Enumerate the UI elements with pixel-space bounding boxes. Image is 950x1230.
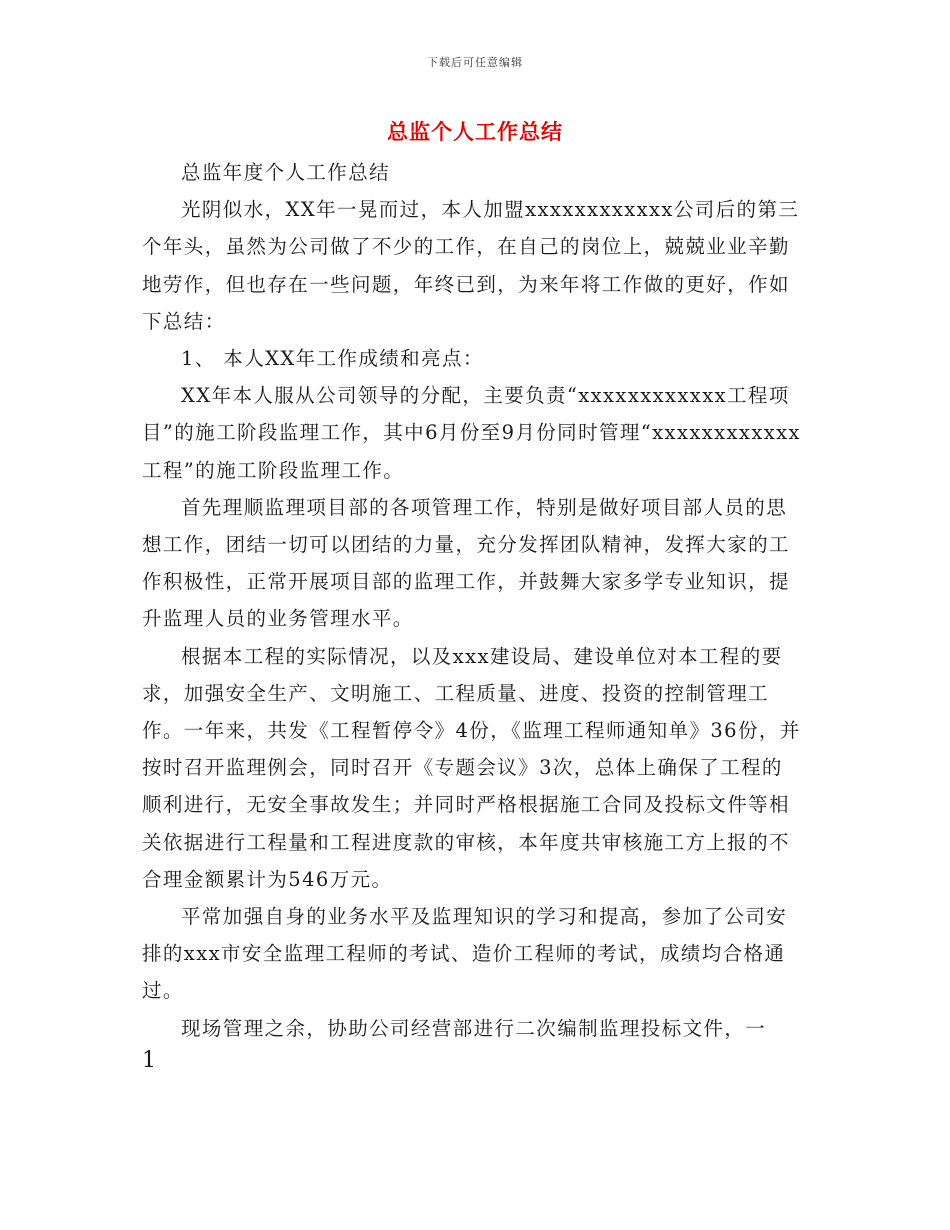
header-note: 下载后可任意编辑 (427, 56, 523, 69)
paragraph-intro: 光阴似水，XX年一晃而过，本人加盟xxxxxxxxxxxx公司后的第三个年头，虽然为公司做了不少的工作，在自己的岗位上，兢兢业业辛勤地劳作，但也存在一些问题，年终已到，为来年将工作做的更好，作如下总结： (142, 198, 800, 333)
paragraph-team-management: 首先理顺监理项目部的各项管理工作，特别是做好项目部人员的思想工作，团结一切可以团结的力量，充分发挥团队精神，发挥大家的工作积极性，正常开展项目部的监理工作，并鼓舞大家多学专业知识，提升监理人员的业务管理水平。 (142, 495, 790, 631)
paragraph-control-management: 根据本工程的实际情况，以及xxx建设局、建设单位对本工程的要求，加强安全生产、文明施工、工程质量、进度、投资的控制管理工作。一年来，共发《工程暂停令》4份，《监理工程师通知单》36份，并按时召开监理例会，同时召开《专题会议》3次，总体上确保了工程的顺利进行，无安全事故发生；并同时严格根据施工合同及投标文件等相关依据进行工程量和工程进度款的审核，本年度共审核施工方上报的不合理金额累计为546万元。 (142, 644, 801, 891)
paragraph-self-study: 平常加强自身的业务水平及监理知识的学习和提高，参加了公司安排的xxx市安全监理工程师的考试、造价工程师的考试，成绩均合格通过。 (142, 905, 788, 1003)
paragraph-bidding-assist: 现场管理之余，协助公司经营部进行二次编制监理投标文件，一 (181, 1016, 767, 1040)
document-body (142, 154, 802, 1047)
paragraph-section-heading: 1、 本人XX年工作成绩和亮点： (181, 347, 484, 371)
paragraph-subtitle: 总监年度个人工作总结 (181, 161, 391, 184)
paragraph-project-duties: XX年本人服从公司领导的分配，主要负责“xxxxxxxxxxxx工程项目”的施工阶段监理工作，其中6月份至9月份同时管理“xxxxxxxxxxxx工程”的施工阶段监理工作。 (142, 384, 801, 482)
document-title: 总监个人工作总结 (387, 119, 563, 144)
page-number: 1 (142, 1048, 156, 1073)
